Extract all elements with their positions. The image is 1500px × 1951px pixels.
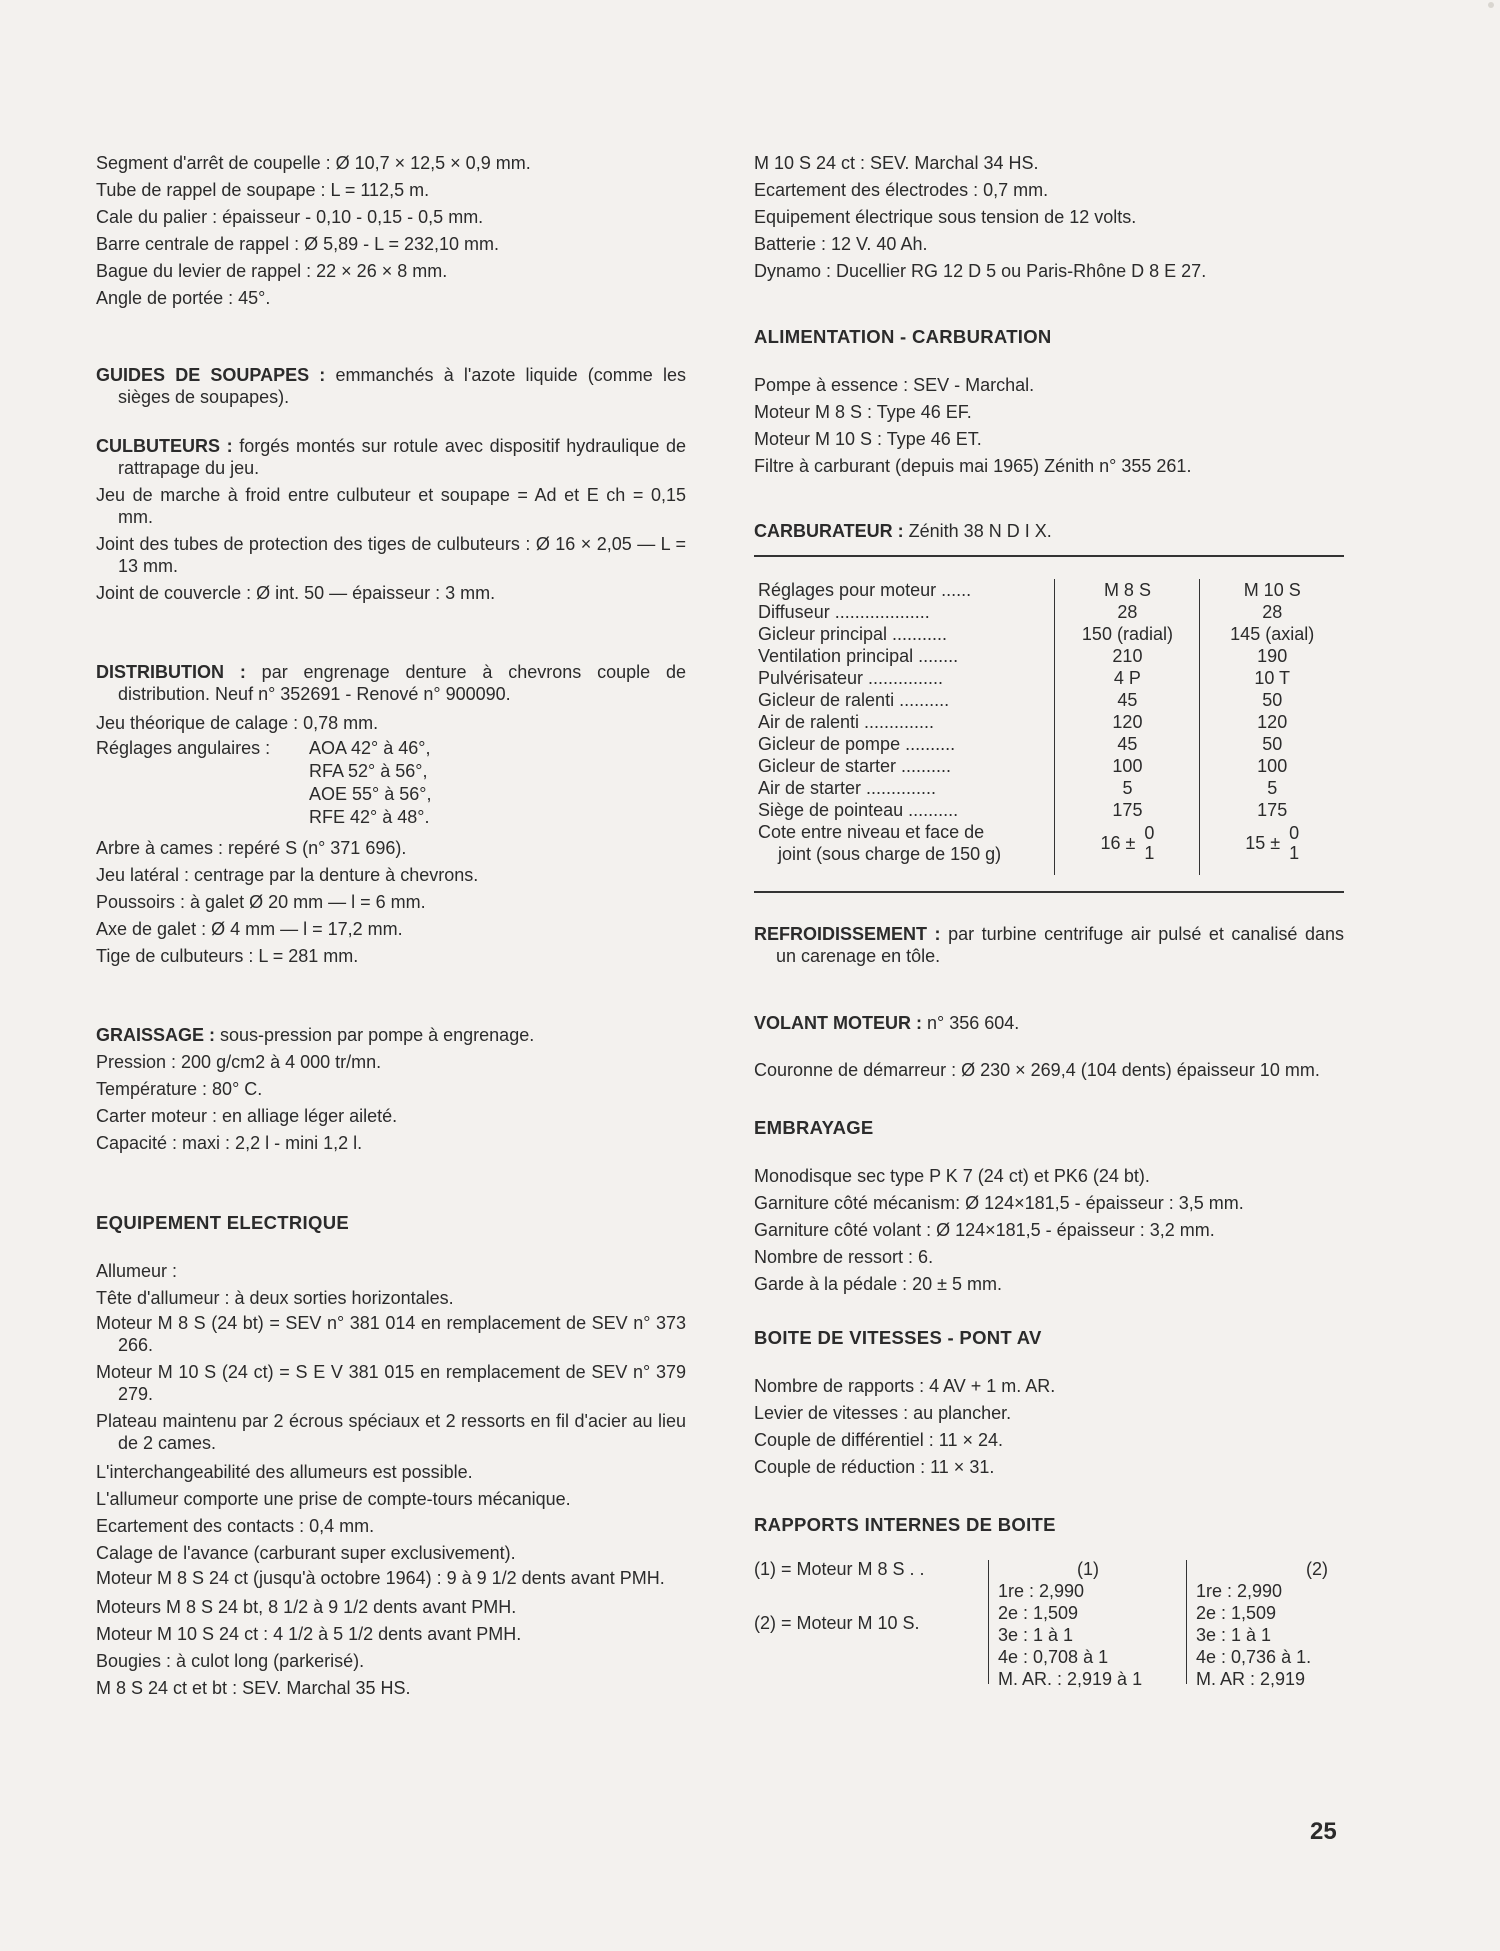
text-line: Dynamo : Ducellier RG 12 D 5 ou Paris-Rhône D 8 E 27. bbox=[754, 261, 1207, 281]
section-title: REFROIDISSEMENT : bbox=[754, 924, 941, 944]
m8-value: 100 bbox=[1055, 755, 1200, 777]
table-row bbox=[754, 579, 1344, 601]
refroidissement-paragraph: REFROIDISSEMENT : par turbine centrifuge air pulsé et canalisé dans un carenage en tôle. bbox=[754, 924, 1344, 966]
graissage-paragraph: GRAISSAGE : sous-pression par pompe à engrenage. bbox=[96, 1025, 535, 1045]
ratios-column-1: (1) 1re : 2,990 2e : 1,509 3e : 1 à 1 4e : 0,708 à 1 M. AR. : 2,919 à 1 bbox=[998, 1559, 1143, 1689]
culbuteurs-paragraph: CULBUTEURS : forgés montés sur rotule avec dispositif hydraulique de rattrapage du jeu. bbox=[96, 436, 686, 478]
right-column bbox=[754, 150, 1344, 1691]
text-line: Couronne de démarreur : Ø 230 × 269,4 (104 dents) épaisseur 10 mm. bbox=[754, 1060, 1320, 1080]
text-line: Température : 80° C. bbox=[96, 1079, 263, 1099]
section-title: EMBRAYAGE bbox=[754, 1117, 874, 1138]
m10-value: 120 bbox=[1200, 711, 1344, 733]
table-row bbox=[754, 667, 1344, 689]
column-divider bbox=[988, 1560, 989, 1684]
section-title: BOITE DE VITESSES - PONT AV bbox=[754, 1327, 1042, 1348]
row-label: Gicleur de ralenti .......... bbox=[758, 690, 950, 710]
legend-2: (2) = Moteur M 10 S. bbox=[754, 1613, 920, 1633]
tolerance-up: 0 bbox=[1144, 823, 1155, 843]
reglages-label: Réglages angulaires : bbox=[96, 738, 271, 758]
text-line: Angle de portée : 45°. bbox=[96, 288, 271, 308]
m10-value: 100 bbox=[1200, 755, 1344, 777]
reglages-angulaires bbox=[96, 737, 686, 831]
row-label: Ventilation principal ........ bbox=[758, 646, 959, 666]
section-title: GUIDES DE SOUPAPES : bbox=[96, 365, 326, 385]
text-line: Moteur M 8 S 24 ct (jusqu'à octobre 1964) : 9 à 9 1/2 dents avant PMH. bbox=[96, 1568, 665, 1588]
text-line: Couple de différentiel : 11 × 24. bbox=[754, 1430, 1004, 1450]
text-line: Monodisque sec type P K 7 (24 ct) et PK6 (24 bt). bbox=[754, 1166, 1150, 1186]
text-line: Garniture côté mécanism: Ø 124×181,5 - épaisseur : 3,5 mm. bbox=[754, 1193, 1244, 1213]
text-line: Garniture côté volant : Ø 124×181,5 - épaisseur : 3,2 mm. bbox=[754, 1220, 1215, 1240]
tolerance-down: 1 bbox=[1289, 843, 1300, 863]
text-line: Pression : 200 g/cm2 à 4 000 tr/mn. bbox=[96, 1052, 382, 1072]
text-line: Calage de l'avance (carburant super exclusivement). bbox=[96, 1543, 516, 1563]
text-line: Carter moteur : en alliage léger aileté. bbox=[96, 1106, 398, 1126]
text-line: Moteurs M 8 S 24 bt, 8 1/2 à 9 1/2 dents avant PMH. bbox=[96, 1597, 517, 1617]
text-line: Jeu latéral : centrage par la denture à chevrons. bbox=[96, 865, 479, 885]
section-title: ALIMENTATION - CARBURATION bbox=[754, 326, 1052, 347]
m8-value: 4 P bbox=[1055, 667, 1200, 689]
text-line: Poussoirs : à galet Ø 20 mm — l = 6 mm. bbox=[96, 892, 426, 912]
m8-value: 28 bbox=[1055, 601, 1200, 623]
text-line: Pompe à essence : SEV - Marchal. bbox=[754, 375, 1035, 395]
text-line: Filtre à carburant (depuis mai 1965) Zénith n° 355 261. bbox=[754, 456, 1192, 476]
text-line: Equipement électrique sous tension de 12 volts. bbox=[754, 207, 1137, 227]
table-row bbox=[754, 689, 1344, 711]
table-row bbox=[754, 645, 1344, 667]
text-line: Moteur M 8 S : Type 46 EF. bbox=[754, 402, 972, 422]
reglage-value: RFE 42° à 48°. bbox=[309, 807, 430, 827]
table-row bbox=[754, 623, 1344, 645]
row-label: Pulvérisateur ............... bbox=[758, 668, 944, 688]
section-title: VOLANT MOTEUR : bbox=[754, 1013, 922, 1033]
m8-value: M 8 S bbox=[1055, 579, 1200, 601]
text-line: Batterie : 12 V. 40 Ah. bbox=[754, 234, 928, 254]
text-line: L'allumeur comporte une prise de compte-tours mécanique. bbox=[96, 1489, 571, 1509]
text-line: L'interchangeabilité des allumeurs est possible. bbox=[96, 1462, 473, 1482]
m8-value: 16 ± 0 1 bbox=[1055, 821, 1200, 875]
section-title: DISTRIBUTION : bbox=[96, 662, 246, 682]
text-line: Nombre de rapports : 4 AV + 1 m. AR. bbox=[754, 1376, 1056, 1396]
row-label: Réglages pour moteur ...... bbox=[758, 580, 972, 600]
reglage-value: RFA 52° à 56°, bbox=[309, 761, 428, 781]
section-title: GRAISSAGE : bbox=[96, 1025, 216, 1045]
table-row bbox=[754, 733, 1344, 755]
tolerance-down: 1 bbox=[1144, 843, 1155, 863]
m10-value: 28 bbox=[1200, 601, 1344, 623]
text-line: Arbre à cames : repéré S (n° 371 696). bbox=[96, 838, 407, 858]
text-line: Joint de couvercle : Ø int. 50 — épaisseur : 3 mm. bbox=[96, 583, 496, 603]
m8-value: 150 (radial) bbox=[1055, 623, 1200, 645]
m8-value: 175 bbox=[1055, 799, 1200, 821]
text-line: Cale du palier : épaisseur - 0,10 - 0,15 - 0,5 mm. bbox=[96, 207, 484, 227]
m10-value: 15 ± 0 1 bbox=[1200, 821, 1344, 875]
reglage-value: AOE 55° à 56°, bbox=[309, 784, 432, 804]
row-label: Air de ralenti .............. bbox=[758, 712, 935, 732]
text-line: Moteur M 10 S 24 ct : 4 1/2 à 5 1/2 dents avant PMH. bbox=[96, 1624, 522, 1644]
row-label: Cote entre niveau et face de joint (sous charge de 150 g) bbox=[758, 822, 1002, 864]
column-divider bbox=[1186, 1560, 1187, 1684]
table-row bbox=[754, 711, 1344, 733]
row-label: Gicleur principal ........... bbox=[758, 624, 948, 644]
m10-value: 5 bbox=[1200, 777, 1344, 799]
guides-paragraph: GUIDES DE SOUPAPES : emmanchés à l'azote liquide (comme les sièges de soupapes). bbox=[96, 365, 686, 407]
ratios-column-2: (2) 1re : 2,990 2e : 1,509 3e : 1 à 1 4e : 0,736 à 1. M. AR : 2,919 bbox=[1196, 1559, 1328, 1689]
text-line: M 10 S 24 ct : SEV. Marchal 34 HS. bbox=[754, 153, 1039, 173]
m8-value: 45 bbox=[1055, 689, 1200, 711]
m8-value: 45 bbox=[1055, 733, 1200, 755]
text-line: Ecartement des contacts : 0,4 mm. bbox=[96, 1516, 375, 1536]
volant-heading: VOLANT MOTEUR : n° 356 604. bbox=[754, 1013, 1020, 1033]
reglage-value: AOA 42° à 46°, bbox=[309, 738, 431, 758]
text-line: Garde à la pédale : 20 ± 5 mm. bbox=[754, 1274, 1003, 1294]
row-label: Siège de pointeau .......... bbox=[758, 800, 959, 820]
table-row bbox=[754, 777, 1344, 799]
section-title: CULBUTEURS : bbox=[96, 436, 233, 456]
text-line: Axe de galet : Ø 4 mm — l = 17,2 mm. bbox=[96, 919, 403, 939]
row-label: Gicleur de starter .......... bbox=[758, 756, 952, 776]
text-line: Moteur M 10 S : Type 46 ET. bbox=[754, 429, 982, 449]
carburateur-heading: CARBURATEUR : Zénith 38 N D I X. bbox=[754, 521, 1052, 541]
m10-value: M 10 S bbox=[1200, 579, 1344, 601]
text-line: Capacité : maxi : 2,2 l - mini 1,2 l. bbox=[96, 1133, 363, 1153]
m10-value: 50 bbox=[1200, 689, 1344, 711]
distribution-paragraph: DISTRIBUTION : par engrenage denture à chevrons couple de distribution. Neuf n° 352691 - Renové n° 900090. bbox=[96, 662, 686, 704]
row-label: Air de starter .............. bbox=[758, 778, 937, 798]
m10-value: 50 bbox=[1200, 733, 1344, 755]
text-line: Tube de rappel de soupape : L = 112,5 m. bbox=[96, 180, 430, 200]
rapports-table bbox=[754, 1556, 1344, 1691]
text-line: Tête d'allumeur : à deux sorties horizontales. bbox=[96, 1288, 454, 1308]
m8-value: 5 bbox=[1055, 777, 1200, 799]
m10-value: 145 (axial) bbox=[1200, 623, 1344, 645]
m10-value: 175 bbox=[1200, 799, 1344, 821]
table-row bbox=[754, 799, 1344, 821]
text-line: Couple de réduction : 11 × 31. bbox=[754, 1457, 995, 1477]
m8-value: 120 bbox=[1055, 711, 1200, 733]
table-row bbox=[754, 601, 1344, 623]
corner-mark bbox=[1488, 2, 1494, 8]
carburateur-table bbox=[754, 579, 1344, 875]
section-title: RAPPORTS INTERNES DE BOITE bbox=[754, 1514, 1056, 1535]
text-line: Tige de culbuteurs : L = 281 mm. bbox=[96, 946, 359, 966]
text-line: Nombre de ressort : 6. bbox=[754, 1247, 934, 1267]
section-title: EQUIPEMENT ELECTRIQUE bbox=[96, 1212, 349, 1233]
text-line: Jeu théorique de calage : 0,78 mm. bbox=[96, 713, 379, 733]
text-line: Moteur M 10 S (24 ct) = S E V 381 015 en remplacement de SEV n° 379 279. bbox=[96, 1362, 686, 1404]
legend-1: (1) = Moteur M 8 S . . bbox=[754, 1559, 925, 1579]
text-line: Joint des tubes de protection des tiges de culbuteurs : Ø 16 × 2,05 — L = 13 mm. bbox=[96, 534, 686, 576]
text-line: Allumeur : bbox=[96, 1261, 178, 1281]
text-line: Plateau maintenu par 2 écrous spéciaux et 2 ressorts en fil d'acier au lieu de 2 cames. bbox=[96, 1411, 686, 1453]
section-title: CARBURATEUR : bbox=[754, 521, 904, 541]
row-label: Diffuseur ................... bbox=[758, 602, 930, 622]
page-number: 25 bbox=[1310, 1818, 1337, 1845]
text-line: Bague du levier de rappel : 22 × 26 × 8 mm. bbox=[96, 261, 448, 281]
m10-value: 190 bbox=[1200, 645, 1344, 667]
table-row bbox=[754, 755, 1344, 777]
m8-value: 210 bbox=[1055, 645, 1200, 667]
tolerance-up: 0 bbox=[1289, 823, 1300, 843]
row-label: Gicleur de pompe .......... bbox=[758, 734, 956, 754]
left-column bbox=[96, 150, 686, 1702]
text-line: Barre centrale de rappel : Ø 5,89 - L = 232,10 mm. bbox=[96, 234, 500, 254]
text-line: Moteur M 8 S (24 bt) = SEV n° 381 014 en remplacement de SEV n° 373 266. bbox=[96, 1313, 686, 1355]
text-line: Bougies : à culot long (parkerisé). bbox=[96, 1651, 365, 1671]
text-line: Levier de vitesses : au plancher. bbox=[754, 1403, 1012, 1423]
text-line: Segment d'arrêt de coupelle : Ø 10,7 × 12,5 × 0,9 mm. bbox=[96, 153, 531, 173]
table-row bbox=[754, 821, 1344, 875]
text-line: M 8 S 24 ct et bt : SEV. Marchal 35 HS. bbox=[96, 1678, 411, 1698]
m10-value: 10 T bbox=[1200, 667, 1344, 689]
text-line: Ecartement des électrodes : 0,7 mm. bbox=[754, 180, 1049, 200]
text-line: Jeu de marche à froid entre culbuteur et soupape = Ad et E ch = 0,15 mm. bbox=[96, 485, 686, 527]
